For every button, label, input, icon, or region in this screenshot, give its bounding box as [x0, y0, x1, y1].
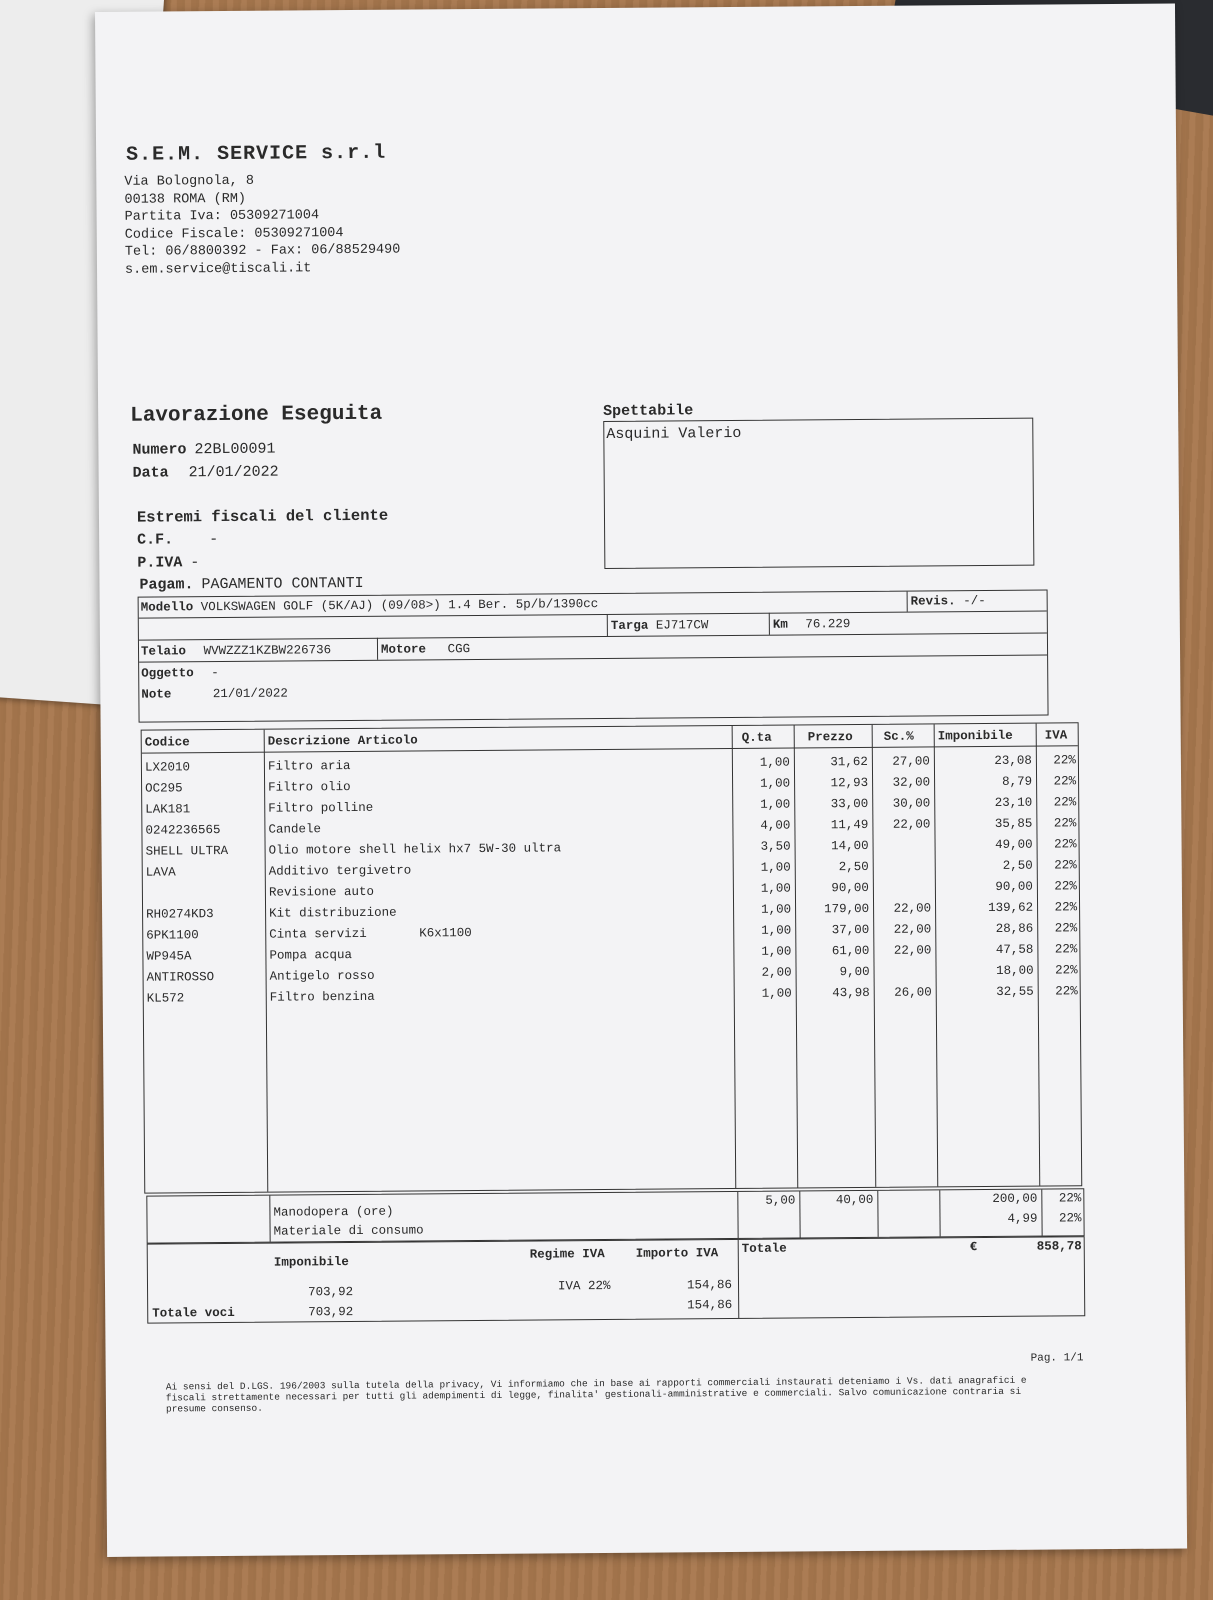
cell-imponibile: 18,00 — [995, 963, 1034, 978]
oggetto-value: - — [211, 666, 219, 681]
cell-codice: OC295 — [145, 781, 183, 796]
pagamento-row — [139, 575, 363, 594]
col-header-sconto: Sc.% — [883, 729, 914, 744]
cell-qta: 1,00 — [761, 902, 792, 917]
recipient-box — [603, 418, 1034, 569]
vehicle-box — [138, 590, 1049, 723]
cell-descrizione: Olio motore shell helix hx7 5W-30 ultra — [268, 841, 562, 858]
cell-codice: RH0274KD3 — [146, 907, 214, 922]
cell-prezzo: 2,50 — [838, 859, 869, 875]
pagam-value: PAGAMENTO CONTANTI — [201, 574, 364, 594]
document-date — [133, 464, 279, 482]
cell-extra: K6x1100 — [419, 926, 472, 941]
cell-codice: SHELL ULTRA — [145, 843, 229, 859]
totals-regime-value: IVA 22% — [557, 1278, 611, 1294]
address-line: 00138 ROMA (RM) — [124, 191, 247, 208]
address-line: Via Bolognola, 8 — [124, 173, 255, 190]
manodopera-label: Manodopera (ore) — [273, 1204, 394, 1220]
motore-label: Motore — [380, 642, 427, 657]
data-value: 21/01/2022 — [188, 463, 279, 482]
cell-iva: 22% — [1055, 984, 1078, 999]
cell-sconto: 22,00 — [893, 922, 932, 937]
cell-codice: WP945A — [146, 949, 192, 964]
cell-qta: 1,00 — [761, 986, 792, 1001]
revis-value: -/- — [963, 594, 986, 609]
cell-codice: 6PK1100 — [146, 928, 199, 943]
cell-descrizione: Filtro polline — [268, 800, 374, 816]
targa-row — [611, 618, 709, 633]
modello-value: VOLKSWAGEN GOLF (5K/AJ) (09/08>) 1.4 Ber. 5p/b/1390cc — [200, 597, 599, 615]
cf-label: C.F. — [137, 531, 174, 549]
cell-qta: 4,00 — [760, 818, 791, 833]
manodopera-iva: 22% — [1058, 1191, 1082, 1206]
targa-label: Targa — [610, 618, 649, 633]
totals-imponibile-label: Imponibile — [273, 1255, 349, 1270]
cell-sconto: 27,00 — [892, 754, 930, 769]
col-header-imponibile: Imponibile — [937, 728, 1013, 744]
telaio-label: Telaio — [140, 644, 187, 659]
cell-imponibile: 35,85 — [994, 816, 1033, 831]
col-header-codice: Codice — [144, 735, 190, 750]
cell-sconto: 22,00 — [893, 943, 932, 958]
col-header-iva: IVA — [1044, 728, 1068, 743]
cf-row — [137, 531, 218, 549]
cell-codice: LX2010 — [144, 760, 191, 775]
cell-imponibile: 90,00 — [995, 879, 1033, 894]
telaio-value: WVWZZZ1KZBW226736 — [203, 643, 332, 659]
cell-qta: 1,00 — [761, 944, 792, 959]
oggetto-row — [141, 666, 219, 681]
modello-row — [141, 597, 599, 615]
cell-imponibile: 28,86 — [995, 921, 1034, 936]
cell-descrizione: Filtro aria — [267, 759, 351, 774]
cell-prezzo: 31,62 — [830, 754, 868, 770]
col-header-prezzo: Prezzo — [807, 730, 853, 745]
estremi-heading: Estremi fiscali del cliente — [136, 506, 389, 527]
cell-prezzo: 61,00 — [831, 943, 870, 959]
company-name: S.E.M. SERVICE s.r.l — [126, 141, 387, 167]
cell-descrizione: Filtro olio — [268, 780, 351, 795]
cell-imponibile: 23,08 — [994, 753, 1032, 768]
recipient-name: Asquini Valerio — [606, 424, 742, 443]
note-value: 21/01/2022 — [212, 686, 288, 702]
cell-qta: 1,00 — [761, 923, 792, 938]
note-label: Note — [141, 687, 172, 702]
piva-value: - — [190, 554, 200, 572]
cell-iva: 22% — [1054, 963, 1078, 978]
materiale-imponibile: 4,99 — [1007, 1211, 1038, 1226]
cell-sconto: 30,00 — [892, 796, 931, 811]
cell-prezzo: 14,00 — [831, 838, 869, 854]
address-line: Partita Iva: 05309271004 — [124, 208, 320, 225]
km-label: Km — [772, 617, 788, 632]
col-header-descrizione: Descrizione Articolo — [267, 733, 418, 749]
cell-imponibile: 49,00 — [994, 837, 1033, 852]
currency-symbol: € — [969, 1240, 978, 1255]
cell-descrizione: Filtro benzina — [269, 989, 375, 1005]
cell-iva: 22% — [1053, 774, 1077, 789]
telaio-row — [141, 643, 331, 658]
cf-value: - — [209, 531, 219, 549]
cell-iva: 22% — [1053, 816, 1077, 831]
cell-imponibile: 8,79 — [1002, 774, 1033, 789]
totale-voci-imponibile: 703,92 — [308, 1305, 354, 1320]
materiale-iva: 22% — [1058, 1211, 1082, 1226]
cell-codice: LAK181 — [145, 802, 191, 817]
cell-prezzo: 12,93 — [830, 775, 869, 791]
address-line: Codice Fiscale: 05309271004 — [124, 225, 344, 243]
address-line: s.em.service@tiscali.it — [124, 260, 312, 278]
totals-importo-label: Importo IVA — [635, 1246, 719, 1261]
cell-imponibile: 23,10 — [994, 795, 1033, 810]
manodopera-qta: 5,00 — [765, 1193, 796, 1208]
cell-iva: 22% — [1053, 837, 1077, 852]
totale-voci-importo: 154,86 — [687, 1298, 733, 1313]
cell-imponibile: 139,62 — [987, 900, 1034, 916]
col-header-qta: Q.ta — [741, 730, 772, 745]
oggetto-label: Oggetto — [141, 666, 194, 681]
cell-imponibile: 32,55 — [996, 984, 1034, 999]
cell-descrizione: Cinta servizi — [269, 926, 367, 942]
document-title: Lavorazione Eseguita — [130, 402, 383, 428]
items-table — [141, 722, 1083, 1193]
numero-value: 22BL00091 — [194, 440, 276, 459]
cell-descrizione: Revisione auto — [268, 884, 375, 900]
note-row — [141, 687, 288, 702]
grand-total: 858,78 — [1036, 1239, 1082, 1254]
cell-sconto: 22,00 — [893, 901, 932, 916]
manodopera-imponibile: 200,00 — [992, 1191, 1038, 1206]
pagam-label: Pagam. — [139, 576, 194, 594]
cell-qta: 3,50 — [760, 839, 791, 854]
cell-qta: 1,00 — [760, 881, 791, 896]
cell-descrizione: Pompa acqua — [269, 948, 352, 963]
motore-value: CGG — [447, 642, 471, 657]
cell-qta: 2,00 — [761, 965, 792, 980]
cell-codice: 0242236565 — [145, 823, 221, 838]
cell-codice — [146, 886, 264, 887]
cell-sconto: 22,00 — [892, 817, 931, 832]
cell-prezzo: 33,00 — [830, 796, 869, 812]
totals-importo-value: 154,86 — [686, 1278, 733, 1293]
materiale-label: Materiale di consumo — [273, 1223, 424, 1239]
manodopera-prezzo: 40,00 — [835, 1192, 874, 1208]
cell-descrizione: Antigelo rosso — [269, 968, 375, 984]
cell-prezzo: 179,00 — [823, 901, 870, 917]
totals-regime-label: Regime IVA — [529, 1247, 605, 1262]
piva-label: P.IVA — [137, 554, 183, 572]
cell-codice: ANTIROSSO — [146, 970, 215, 985]
cell-qta: 1,00 — [759, 755, 790, 770]
cell-prezzo: 90,00 — [831, 880, 869, 896]
totals-box — [147, 1236, 1086, 1323]
cell-qta: 1,00 — [760, 776, 791, 791]
totals-imponibile-value: 703,92 — [308, 1285, 354, 1300]
privacy-notice: Ai sensi del D.LGS. 196/2003 sulla tutela della privacy, Vi informiamo che in base ai rapporti commerciali instaurati deteniamo i Vs. dati anagrafici e fiscali strettamente necessari per tutti gli adempimenti di legge, finalita' gestionali-amministrative e commerciali. Salvo comunicazione contraria si presume consenso. — [165, 1374, 1027, 1415]
targa-value: EJ717CW — [655, 618, 709, 633]
piva-row — [137, 554, 199, 571]
totale-voci-label: Totale voci — [152, 1305, 235, 1321]
cell-qta: 1,00 — [760, 860, 791, 875]
numero-label: Numero — [132, 441, 187, 459]
company-address — [124, 172, 400, 279]
cell-prezzo: 37,00 — [831, 922, 870, 938]
cell-descrizione: Kit distribuzione — [269, 905, 397, 921]
cell-descrizione: Candele — [268, 822, 321, 837]
address-line: Tel: 06/8800392 - Fax: 06/88529490 — [124, 242, 401, 260]
revis-label: Revis. — [910, 594, 956, 609]
motore-row — [381, 642, 470, 657]
cell-iva: 22% — [1054, 900, 1078, 915]
data-label: Data — [132, 464, 169, 482]
cell-sconto: 26,00 — [894, 985, 932, 1000]
cell-iva: 22% — [1053, 753, 1076, 768]
page-number: Pag. 1/1 — [1030, 1352, 1084, 1365]
cell-imponibile: 47,58 — [995, 942, 1034, 957]
cell-prezzo: 9,00 — [839, 964, 870, 980]
cell-codice: LAVA — [145, 865, 176, 880]
totals-totale-label: Totale — [741, 1241, 787, 1256]
km-row — [773, 617, 851, 632]
cell-iva: 22% — [1053, 795, 1077, 810]
cell-iva: 22% — [1054, 858, 1077, 873]
cell-iva: 22% — [1054, 879, 1077, 894]
cell-descrizione: Additivo tergivetro — [268, 863, 412, 879]
document-number — [132, 441, 275, 459]
cell-iva: 22% — [1054, 921, 1078, 936]
labour-box — [146, 1188, 1084, 1243]
cell-qta: 1,00 — [760, 797, 791, 812]
km-value: 76.229 — [805, 617, 851, 632]
revis-row — [911, 594, 986, 609]
invoice-sheet — [95, 4, 1187, 1557]
cell-codice: KL572 — [146, 991, 185, 1006]
cell-prezzo: 11,49 — [830, 817, 869, 833]
cell-iva: 22% — [1054, 942, 1078, 957]
cell-imponibile: 2,50 — [1002, 858, 1033, 873]
cell-prezzo: 43,98 — [832, 985, 870, 1001]
cell-sconto: 32,00 — [892, 775, 931, 790]
spettabile-label: Spettabile — [603, 402, 694, 421]
modello-label: Modello — [140, 600, 194, 615]
